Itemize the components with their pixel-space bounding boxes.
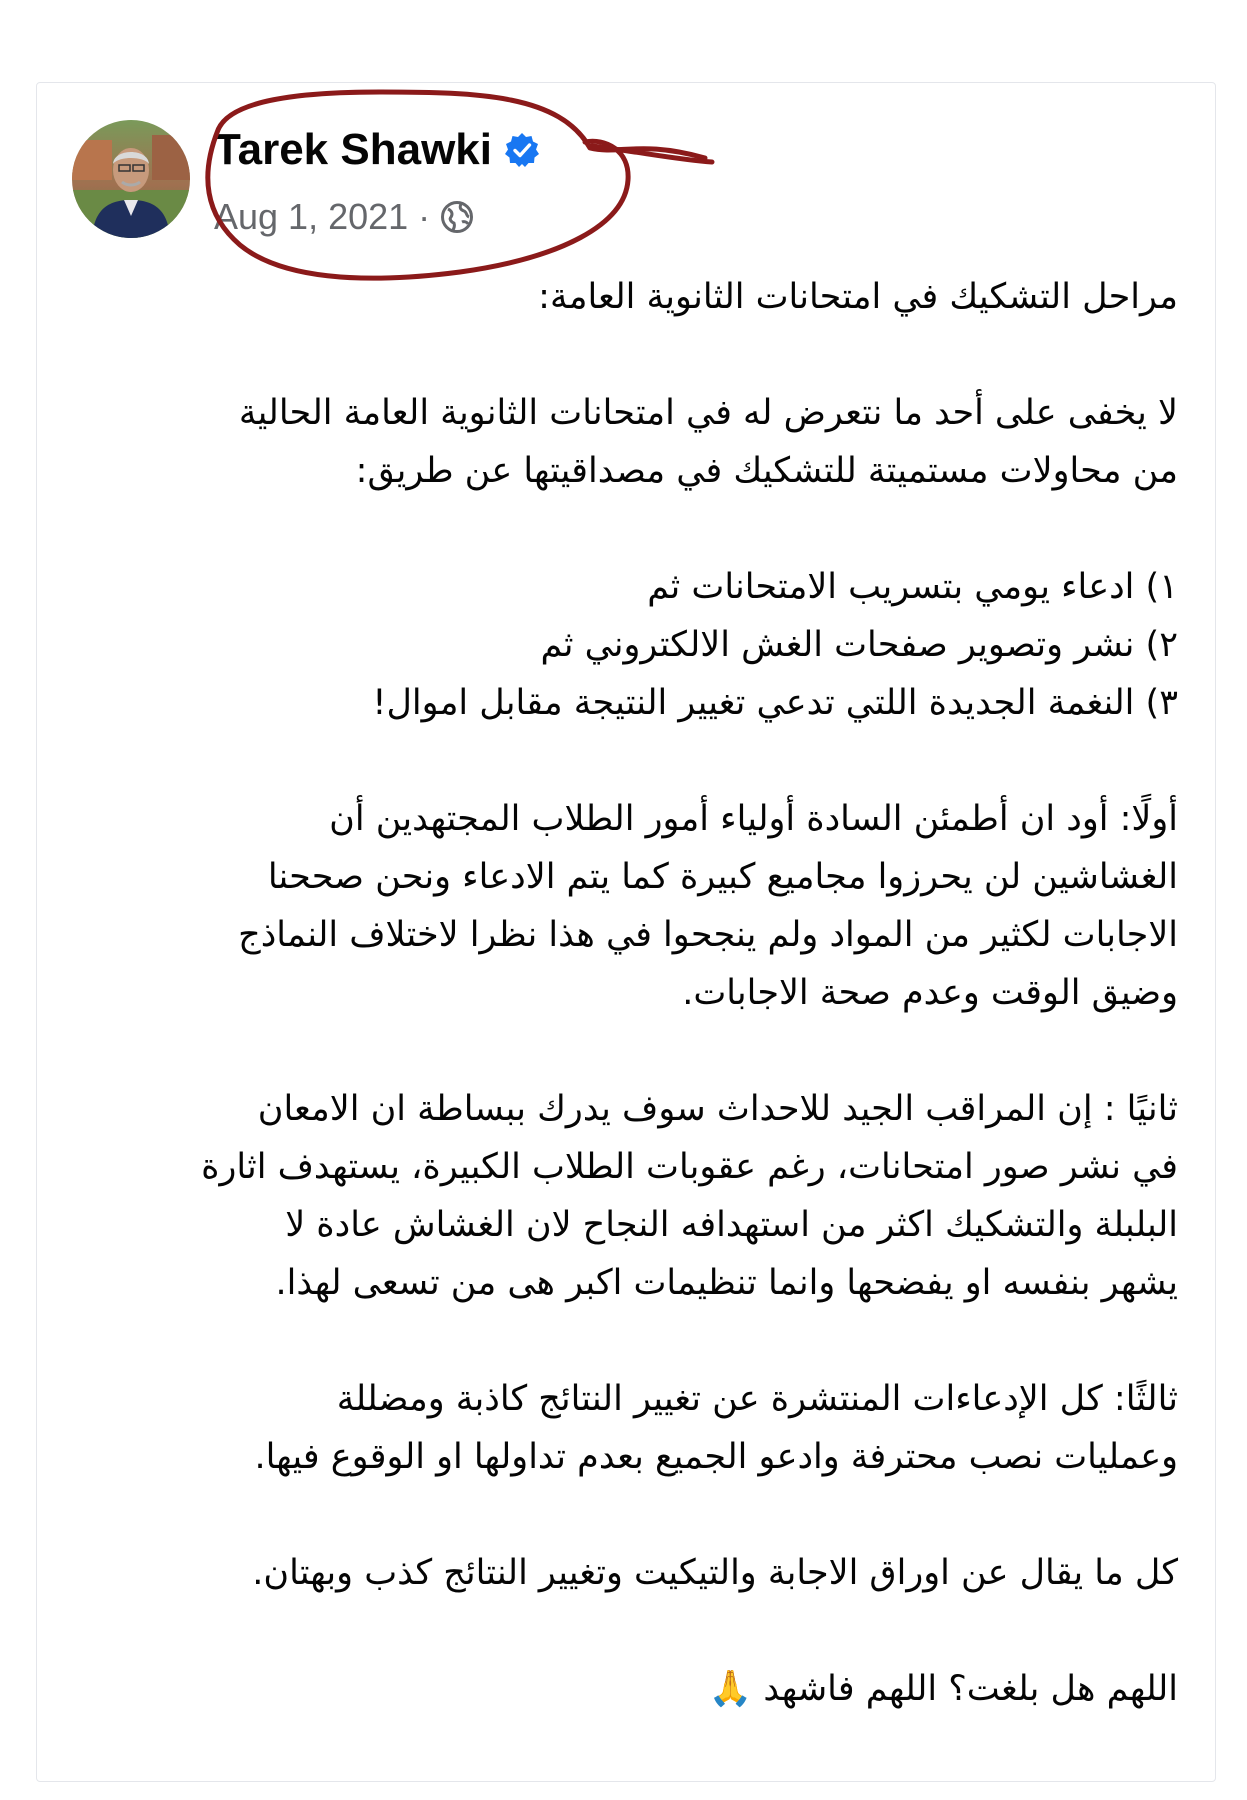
author-name[interactable]: Tarek Shawki	[214, 125, 492, 174]
verified-badge-icon	[504, 132, 540, 168]
avatar-photo	[72, 120, 190, 238]
globe-icon[interactable]	[440, 200, 474, 234]
post-paragraph-first: أولًا: أود ان أطمئن السادة أولياء أمور الطلاب المجتهدين أن الغشاشين لن يحرزوا مجاميع كبيرة كما يتم الادعاء ونحن صححنا الاجابات لكثير من المواد ولم ينجحوا في هذا نظرا لاختلاف النماذج وضيق الوقت وعدم صحة الاجابات.	[238, 799, 1178, 1013]
paragraph-gap	[78, 1486, 1178, 1544]
paragraph-gap	[78, 1022, 1178, 1080]
paragraph-gap	[78, 1602, 1178, 1660]
post-heading: مراحل التشكيك في امتحانات الثانوية العامة:	[538, 277, 1178, 317]
author-avatar[interactable]	[72, 120, 190, 238]
author-row	[214, 125, 540, 174]
paragraph-gap	[78, 326, 1178, 384]
meta-separator: ·	[418, 196, 431, 237]
post-paragraph-closing: اللهم هل بلغت؟ اللهم فاشهد 🙏	[708, 1669, 1178, 1709]
post-paragraph-list: ١) ادعاء يومي بتسريب الامتحانات ثم ٢) نشر وتصوير صفحات الغش الالكتروني ثم ٣) النغمة الجديدة اللتي تدعي تغيير النتيجة مقابل اموال!	[372, 567, 1178, 723]
paragraph-gap	[78, 1312, 1178, 1370]
post-date[interactable]: Aug 1, 2021	[214, 196, 409, 237]
post-meta	[214, 196, 474, 238]
paragraph-gap	[78, 500, 1178, 558]
post-paragraph-summary: كل ما يقال عن اوراق الاجابة والتيكيت وتغيير النتائج كذب وبهتان.	[252, 1553, 1178, 1593]
post-body	[78, 268, 1178, 1718]
post-paragraph-third: ثالثًا: كل الإدعاءات المنتشرة عن تغيير النتائج كاذبة ومضللة وعمليات نصب محترفة وادعو الجميع بعدم تداولها او الوقوع فيها.	[254, 1379, 1178, 1477]
post-paragraph-intro: لا يخفى على أحد ما نتعرض له في امتحانات الثانوية العامة الحالية من محاولات مستميتة للتشكيك في مصداقيتها عن طريق:	[238, 393, 1178, 491]
paragraph-gap	[78, 732, 1178, 790]
post-paragraph-second: ثانيًا : إن المراقب الجيد للاحداث سوف يدرك ببساطة ان الامعان في نشر صور امتحانات، رغم عقوبات الطلاب الكبيرة، يستهدف اثارة البلبلة والتشكيك اكثر من استهدافه النجاح لان الغشاش عادة لا يشهر بنفسه او يفضحها وانما تنظيمات اكبر هى من تسعى لهذا.	[201, 1089, 1178, 1303]
